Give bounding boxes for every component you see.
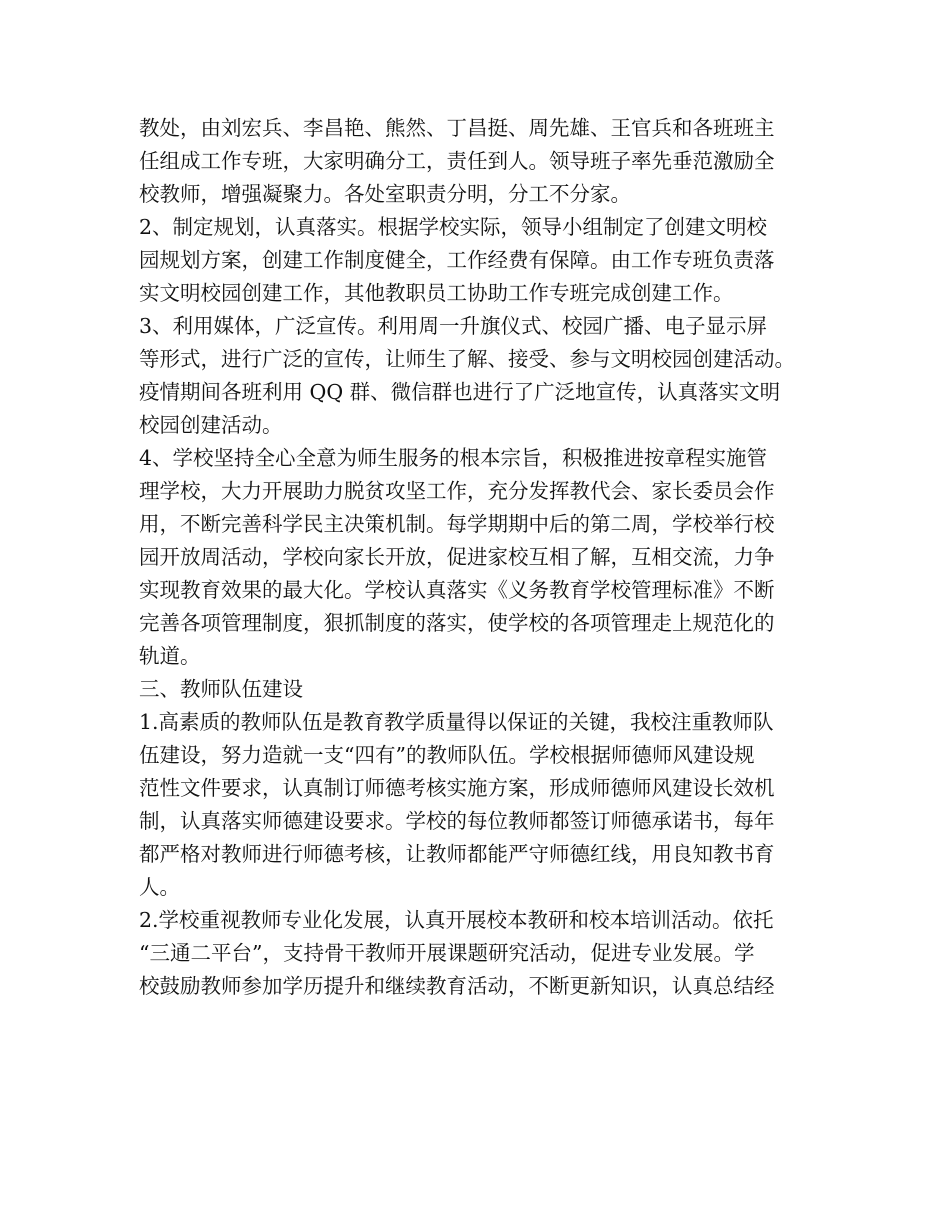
text-line: 2.学校重视教师专业化发展，认真开展校本教研和校本培训活动。依托 (139, 908, 774, 932)
text-line: 任组成工作专班，大家明确分工，责任到人。领导班子率先垂范激励全 (139, 149, 775, 173)
document-body (139, 112, 829, 1003)
text-line: “三通二平台”，支持骨干教师开展课题研究活动，促进专业发展。学 (139, 941, 755, 965)
text-line: 实文明校园创建工作，其他教职员工协助工作专班完成创建工作。 (139, 281, 734, 305)
text-line: 教处，由刘宏兵、李昌艳、熊然、丁昌挺、周先雄、王官兵和各班班主 (139, 116, 775, 140)
section-heading: 三、教师队伍建设 (139, 677, 303, 701)
text-line: 4、学校坚持全心全意为师生服务的根本宗旨，积极推进按章程实施管 (139, 446, 768, 470)
text-line: 校教师，增强凝聚力。各处室职责分明，分工不分家。 (139, 182, 631, 206)
text-line: 实现教育效果的最大化。学校认真落实《义务教育学校管理标准》不断 (139, 578, 775, 602)
text-line: 轨道。 (139, 644, 201, 668)
text-line: 园规划方案，创建工作制度健全，工作经费有保障。由工作专班负责落 (139, 248, 775, 272)
text-line: 用，不断完善科学民主决策机制。每学期期中后的第二周，学校举行校 (139, 512, 775, 536)
text-line: 伍建设，努力造就一支“四有”的教师队伍。学校根据师德师风建设规 (139, 743, 755, 767)
text-line: 人。 (139, 875, 180, 899)
text-line: 校园创建活动。 (139, 413, 283, 437)
text-line: 制，认真落实师德建设要求。学校的每位教师都签订师德承诺书，每年 (139, 809, 775, 833)
text-line: 完善各项管理制度，狠抓制度的落实，使学校的各项管理走上规范化的 (139, 611, 775, 635)
text-line: 3、利用媒体，广泛宣传。利用周一升旗仪式、校园广播、电子显示屏 (139, 314, 768, 338)
text-line: 校鼓励教师参加学历提升和继续教育活动，不断更新知识，认真总结经 (139, 974, 775, 998)
text-line: 疫情期间各班利用 QQ 群、微信群也进行了广泛地宣传，认真落实文明 (139, 380, 781, 404)
text-line: 等形式，进行广泛的宣传，让师生了解、接受、参与文明校园创建活动。 (139, 347, 795, 371)
text-line: 园开放周活动，学校向家长开放，促进家校互相了解，互相交流，力争 (139, 545, 775, 569)
text-line: 1.高素质的教师队伍是教育教学质量得以保证的关键，我校注重教师队 (139, 710, 774, 734)
text-line: 都严格对教师进行师德考核，让教师都能严守师德红线，用良知教书育 (139, 842, 775, 866)
text-line: 理学校，大力开展助力脱贫攻坚工作，充分发挥教代会、家长委员会作 (139, 479, 775, 503)
text-line: 范性文件要求，认真制订师德考核实施方案，形成师德师风建设长效机 (139, 776, 775, 800)
text-line: 2、制定规划，认真落实。根据学校实际，领导小组制定了创建文明校 (139, 215, 768, 239)
